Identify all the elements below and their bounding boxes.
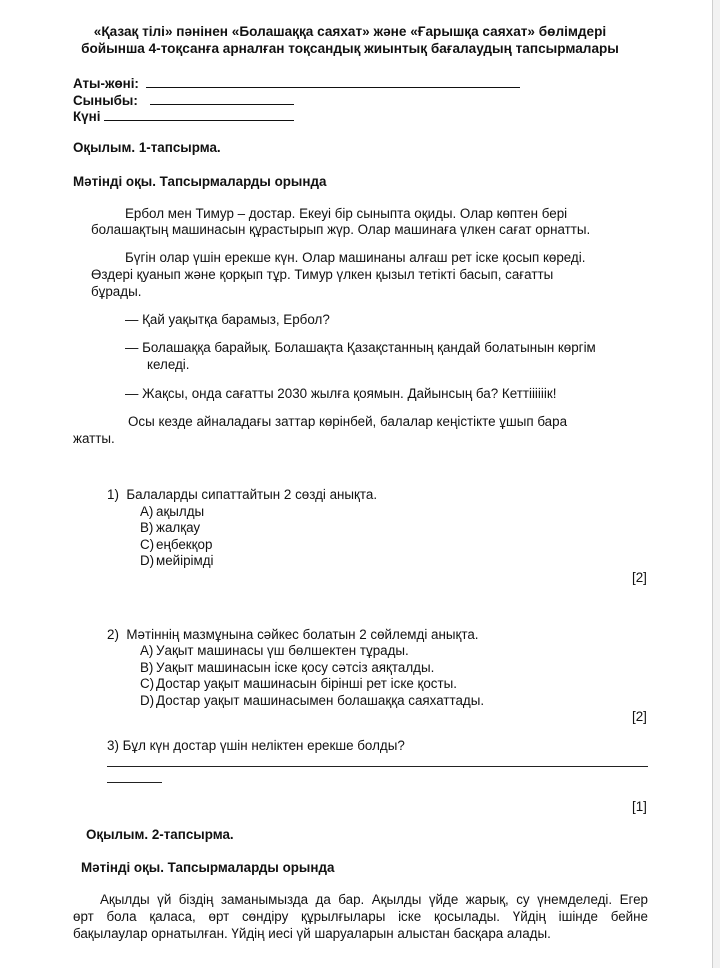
section1-p3-line1: Осы кезде айналадағы заттар көрінбей, балалар кеңістікте ұшып бара [128, 414, 568, 429]
section2-p-line1 [73, 891, 648, 908]
section2-instruction: Мәтінді оқы. Тапсырмаларды орында [81, 860, 335, 875]
dialogue-line-1: — Қай уақытқа барамыз, Ербол? [125, 312, 330, 327]
section1-p2-line3: бұрады. [91, 284, 142, 299]
q2-option-text: Достар уақыт машинасын бірінші рет іске қосты. [156, 676, 457, 691]
class-line [150, 91, 294, 105]
q1-option [140, 519, 200, 536]
q1-option-text: ақылды [156, 504, 205, 519]
q2-number: 2) [107, 627, 119, 642]
q3-marks: [1] [632, 799, 647, 814]
q2-option-letter: A) [140, 643, 154, 658]
q2-option [140, 642, 409, 659]
name-label: Аты-жөні: [73, 76, 139, 91]
section1-heading: Оқылым. 1-тапсырма. [73, 140, 221, 155]
section1-p1-line2: болашақтың машинасын құрастырып жүр. Олар машинаға үлкен сағат орнатты. [91, 222, 591, 237]
q1-text: Балаларды сипаттайтын 2 сөзді анықта. [126, 487, 378, 502]
dialogue-line-2-cont: келеді. [147, 357, 190, 372]
q2-option-text: Уақыт машинасы үш бөлшектен тұрады. [156, 643, 409, 658]
section2-p-line1-text: Ақылды үй біздің заманымызда да бар. Ақылды үйде жарық, су үнемделеді. Егер [100, 892, 648, 907]
q2-option-letter: B) [140, 660, 154, 675]
q2-marks: [2] [632, 709, 647, 724]
section1-p1-line1: Ербол мен Тимур – достар. Екеуі бір сыныпта оқиды. Олар көптен бері [125, 206, 568, 221]
q1-option [140, 536, 212, 553]
dialogue-line-2: — Болашаққа барайық. Болашақта Қазақстанның қандай болатынын көргім [125, 340, 596, 355]
q2-option-letter: C) [140, 676, 155, 691]
q1-option-text: мейірімді [156, 553, 214, 568]
q1-option-text: еңбекқор [156, 537, 213, 552]
q1-option-letter: A) [140, 504, 154, 519]
section2-p-line2: өрт бола қаласа, өрт сөндіру құрылғылары іске қосылады. Үйдің ішінде бейне [73, 909, 648, 924]
section1-p3-line2: жатты. [73, 431, 115, 446]
section2-heading: Оқылым. 2-тапсырма. [86, 827, 234, 842]
name-line [146, 74, 520, 88]
q1-prompt [107, 486, 377, 503]
date-label: Күні [73, 109, 101, 124]
q2-text: Мәтіннің мазмұнына сәйкес болатын 2 сөйлемді анықта. [126, 627, 479, 642]
q1-option-text: жалқау [156, 520, 201, 535]
q2-prompt [107, 626, 479, 643]
q2-option [140, 692, 484, 709]
q2-option-text: Уақыт машинасын іске қосу сәтсіз аяқталды. [156, 660, 435, 675]
date-line [104, 107, 294, 121]
q2-option [140, 659, 434, 676]
document-title-line-2: бойынша 4-тоқсанға арналған тоқсандық жиынтық бағалаудың тапсырмалары [81, 41, 619, 56]
q2-option-text: Достар уақыт машинасымен болашаққа саяхаттады. [156, 693, 485, 708]
q1-option [140, 503, 204, 520]
name-field [73, 74, 520, 92]
q1-option [140, 552, 214, 569]
q3-prompt: 3) Бұл күн достар үшін неліктен ерекше болды? [107, 738, 405, 753]
q1-number: 1) [107, 487, 119, 502]
q1-marks: [2] [632, 570, 647, 585]
section1-instruction: Мәтінді оқы. Тапсырмаларды орында [73, 174, 327, 189]
date-field [73, 107, 294, 125]
section1-p2-line2: Өздері қуанып және қорқып тұр. Тимур үлкен қызыл тетікті басып, сағатты [91, 267, 554, 282]
q2-option [140, 675, 457, 692]
document-title-line-1: «Қазақ тілі» пәнінен «Болашаққа саяхат» және «Ғарышқа саяхат» бөлімдері [93, 24, 607, 39]
q1-option-letter: C) [140, 537, 155, 552]
section2-p-line3: бақылаулар орнатылған. Үйдің иесі үй шаруаларын алыстан басқара алады. [73, 926, 551, 941]
q3-answer-line [107, 766, 648, 767]
q1-option-letter: D) [140, 553, 155, 568]
q1-option-letter: B) [140, 520, 154, 535]
dialogue-line-3: — Жақсы, онда сағатты 2030 жылға қоямын. Дайынсың ба? Кеттіііііік! [125, 386, 557, 401]
q2-option-letter: D) [140, 693, 155, 708]
class-label: Сыныбы: [73, 93, 138, 108]
section1-p2-line1: Бүгін олар үшін ерекше күн. Олар машинаны алғаш рет іске қосып көреді. [125, 250, 586, 265]
q3-answer-line-short [107, 782, 162, 783]
